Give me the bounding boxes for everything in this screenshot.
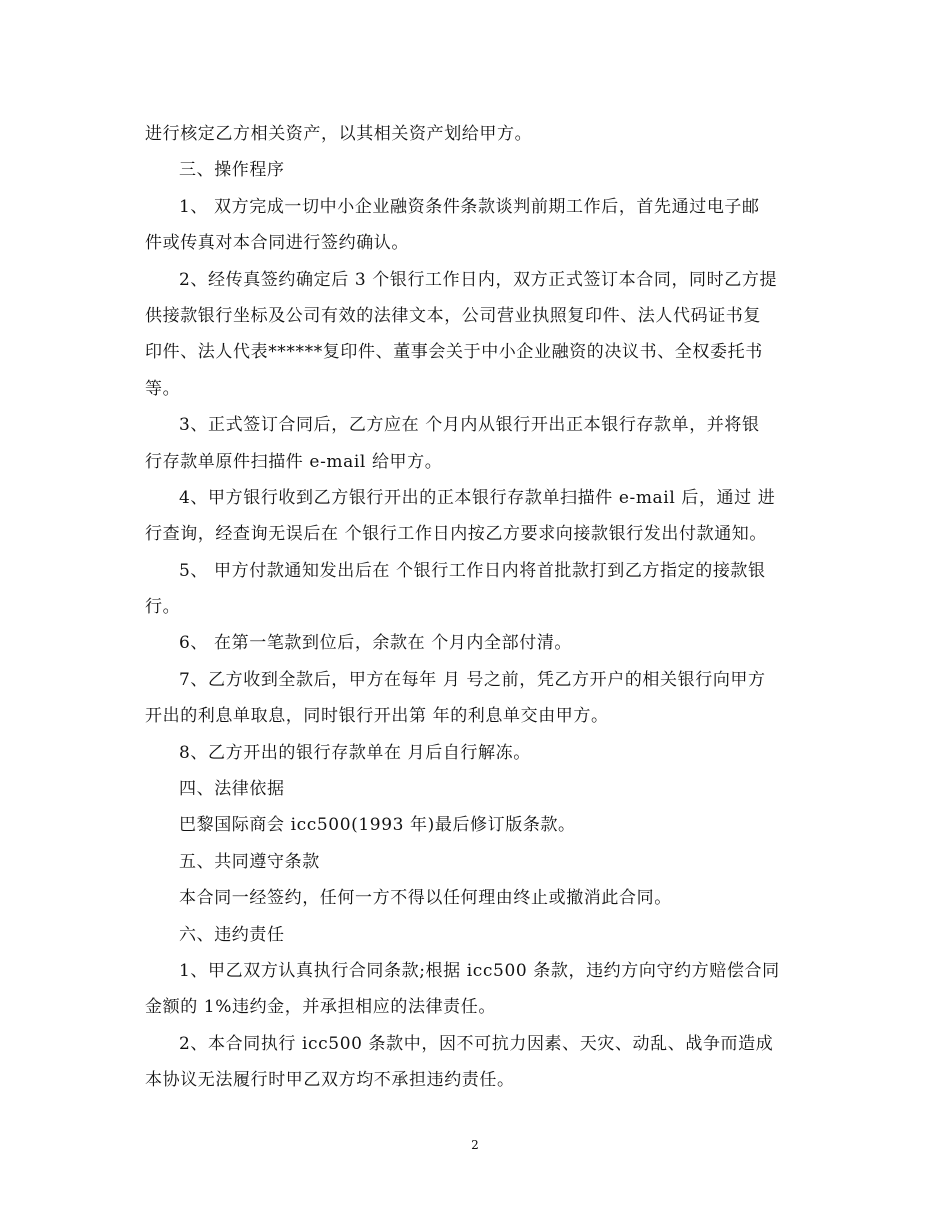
section-heading: 三、操作程序 [179, 160, 285, 181]
paragraph-line: 2、经传真签约确定后 3 个银行工作日内，双方正式签订本合同，同时乙方提 [179, 269, 778, 290]
paragraph-line: 行存款单原件扫描件 e-mail 给甲方。 [145, 451, 443, 472]
section-heading: 四、法律依据 [179, 779, 285, 800]
paragraph-line: 印件、法人代表******复印件、董事会关于中小企业融资的决议书、全权委托书 [145, 342, 763, 363]
paragraph-line: 1、甲乙双方认真执行合同条款;根据 icc500 条款，违约方向守约方赔偿合同 [179, 960, 780, 981]
section-heading: 五、共同遵守条款 [179, 851, 320, 872]
paragraph-line: 2、本合同执行 icc500 条款中，因不可抗力因素、天灾、动乱、战争而造成 [179, 1033, 774, 1054]
paragraph-line: 本协议无法履行时甲乙双方均不承担违约责任。 [145, 1070, 515, 1091]
section-heading: 六、违约责任 [179, 924, 285, 945]
paragraph-line: 等。 [145, 378, 181, 399]
paragraph-line: 4、甲方银行收到乙方银行开出的正本银行存款单扫描件 e-mail 后，通过 进 [179, 487, 776, 508]
document-body [145, 116, 815, 1099]
paragraph-line: 巴黎国际商会 icc500(1993 年)最后修订版条款。 [179, 815, 576, 836]
paragraph-line: 供接款银行坐标及公司有效的法律文本，公司营业执照复印件、法人代码证书复 [145, 305, 761, 326]
paragraph-line: 开出的利息单取息，同时银行开出第 年的利息单交由甲方。 [145, 706, 609, 727]
paragraph-line: 1、 双方完成一切中小企业融资条件条款谈判前期工作后，首先通过电子邮 [179, 196, 760, 217]
paragraph-line: 金额的 1%违约金，并承担相应的法律责任。 [145, 997, 496, 1018]
paragraph-line: 7、乙方收到全款后，甲方在每年 月 号之前，凭乙方开户的相关银行向甲方 [179, 669, 766, 690]
paragraph-line: 行查询，经查询无误后在 个银行工作日内按乙方要求向接款银行发出付款通知。 [145, 524, 768, 545]
paragraph-line: 行。 [145, 597, 181, 618]
paragraph-line: 3、正式签订合同后，乙方应在 个月内从银行开出正本银行存款单，并将银 [179, 415, 760, 436]
paragraph-line: 进行核定乙方相关资产，以其相关资产划给甲方。 [145, 124, 533, 144]
page-number: 2 [471, 1138, 479, 1152]
paragraph-line: 件或传真对本合同进行签约确认。 [145, 233, 409, 254]
paragraph-line: 5、 甲方付款通知发出后在 个银行工作日内将首批款打到乙方指定的接款银 [179, 560, 766, 581]
paragraph-line: 8、乙方开出的银行存款单在 月后自行解冻。 [179, 742, 531, 763]
paragraph-line: 本合同一经签约，任何一方不得以任何理由终止或撤消此合同。 [179, 888, 672, 909]
paragraph-line: 6、 在第一笔款到位后，余款在 个月内全部付清。 [179, 633, 573, 654]
